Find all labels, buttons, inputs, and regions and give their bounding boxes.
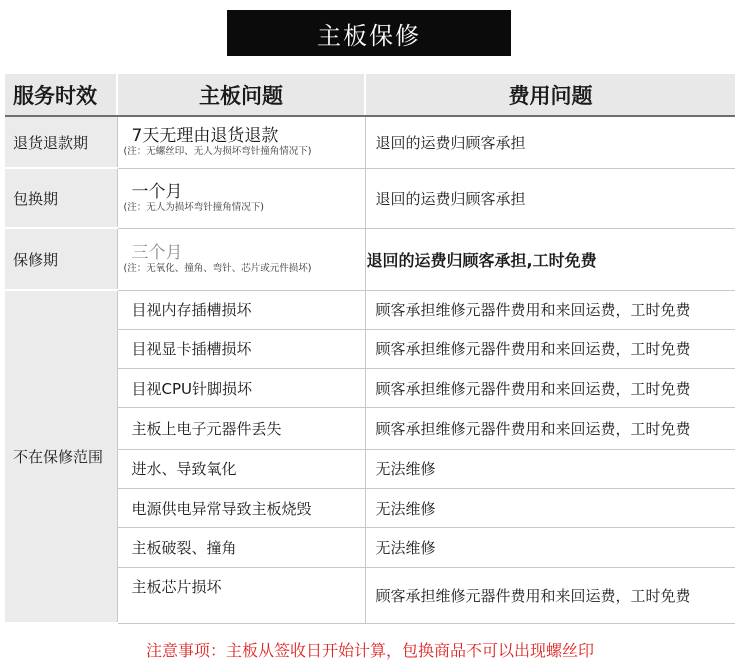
issue-cell	[117, 228, 365, 290]
header-cost-issue: 费用问题	[365, 74, 735, 116]
issue-note: (注：无螺丝印、无人为损坏弯针撞角情况下)	[123, 146, 312, 158]
page-title: 主板保修	[227, 10, 511, 56]
issue-text: 目视CPU针脚损坏	[117, 369, 365, 408]
issue-cell	[117, 168, 365, 228]
warranty-table	[5, 74, 735, 624]
header-service-period: 服务时效	[5, 74, 117, 116]
cost-text: 退回的运费归顾客承担	[365, 116, 735, 168]
period-label: 包换期	[5, 168, 117, 228]
table-row-refund-period	[5, 116, 735, 168]
table-row-exchange-period	[5, 168, 735, 228]
issue-text: 主板上电子元器件丢失	[117, 408, 365, 449]
issue-text: 进水、导致氧化	[117, 449, 365, 488]
table-row-not-covered	[5, 290, 735, 329]
cost-text: 顾客承担维修元器件费用和来回运费，工时免费	[365, 329, 735, 368]
issue-text: 一个月	[131, 182, 183, 203]
cost-text: 顾客承担维修元器件费用和来回运费，工时免费	[365, 408, 735, 449]
issue-text: 主板破裂、撞角	[117, 528, 365, 567]
issue-text: 电源供电异常导致主板烧毁	[117, 489, 365, 528]
cost-text: 退回的运费归顾客承担,工时免费	[365, 228, 735, 290]
issue-text: 目视内存插槽损坏	[117, 290, 365, 329]
cost-text: 无法维修	[365, 528, 735, 567]
cost-text: 顾客承担维修元器件费用和来回运费，工时免费	[365, 567, 735, 623]
period-label: 保修期	[5, 228, 117, 290]
period-label-not-covered: 不在保修范围	[5, 290, 117, 623]
notice-text: 注意事项：主板从签收日开始计算，包换商品不可以出现螺丝印	[145, 641, 594, 660]
table-header-row	[5, 74, 735, 116]
issue-text: 主板芯片损坏	[117, 567, 365, 623]
issue-cell	[117, 116, 365, 168]
period-label: 退货退款期	[5, 116, 117, 168]
issue-text: 三个月	[131, 243, 183, 264]
issue-note: (注：无氧化、撞角、弯针、芯片或元件损坏)	[123, 263, 312, 275]
issue-note: (注：无人为损坏弯针撞角情况下)	[123, 202, 264, 214]
table-row-warranty-period	[5, 228, 735, 290]
cost-text: 退回的运费归顾客承担	[365, 168, 735, 228]
issue-text: 目视显卡插槽损坏	[117, 329, 365, 368]
issue-text: 7天无理由退货退款	[131, 126, 279, 147]
cost-text: 顾客承担维修元器件费用和来回运费，工时免费	[365, 290, 735, 329]
cost-text: 无法维修	[365, 489, 735, 528]
cost-text: 顾客承担维修元器件费用和来回运费，工时免费	[365, 369, 735, 408]
cost-text: 无法维修	[365, 449, 735, 488]
header-board-issue: 主板问题	[117, 74, 365, 116]
